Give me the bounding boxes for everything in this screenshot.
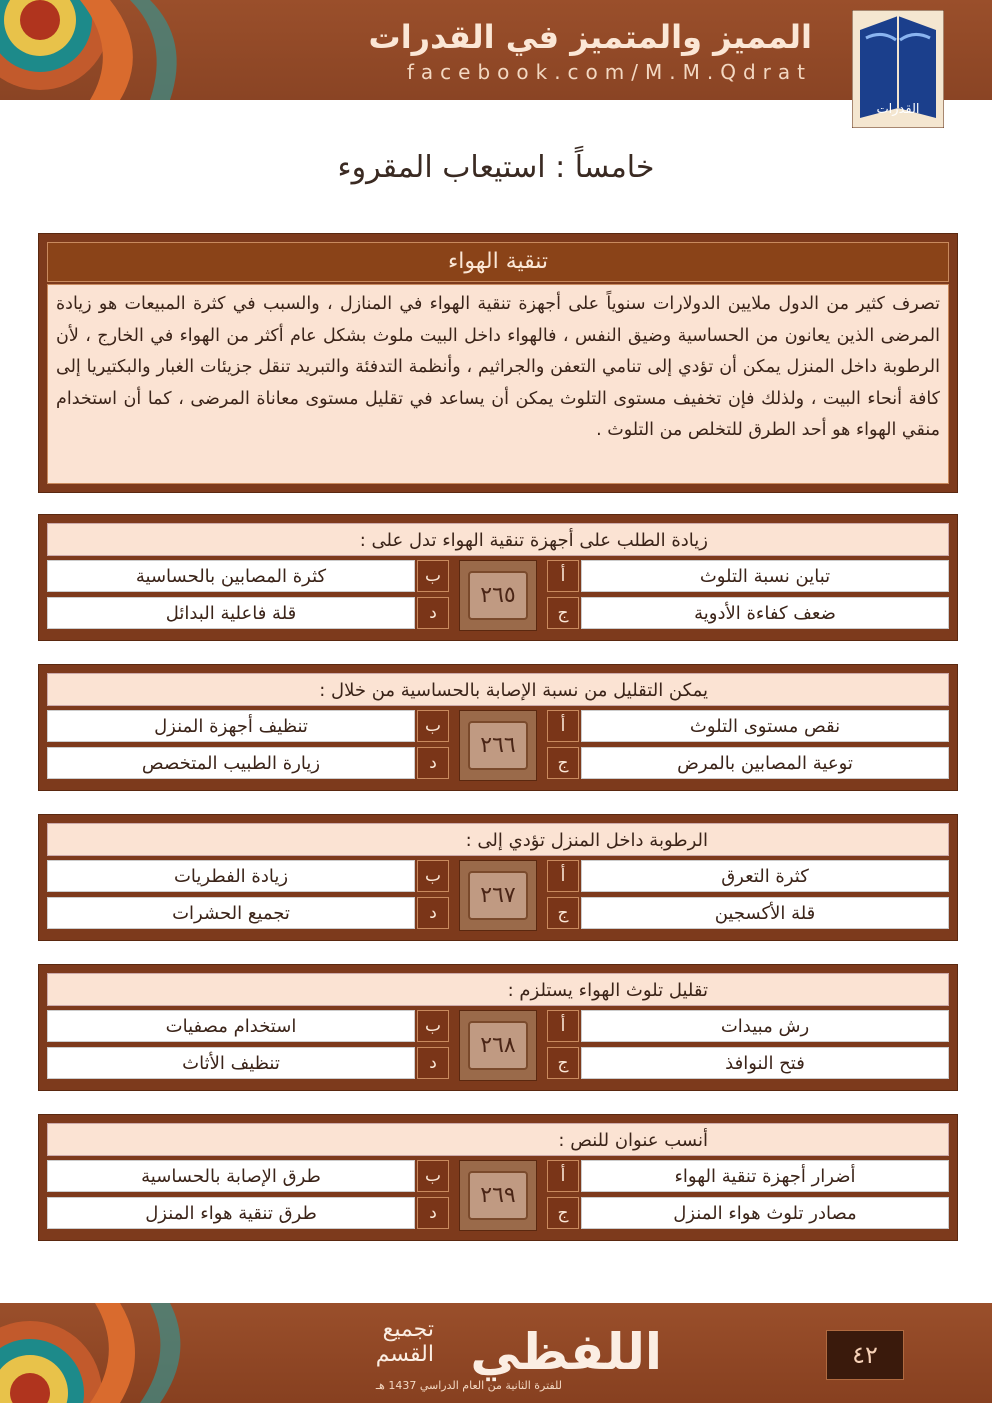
option-b[interactable]: زيادة الفطريات <box>47 860 415 892</box>
page-number: ٤٢ <box>826 1330 904 1380</box>
question-box <box>38 814 958 941</box>
option-a[interactable]: أضرار أجهزة تنقية الهواء <box>581 1160 949 1192</box>
option-letter-c: ج <box>547 897 579 929</box>
header-url: facebook.com/M.M.Qdrat <box>406 60 812 84</box>
option-letter-a: أ <box>547 560 579 592</box>
option-c[interactable]: قلة الأكسجين <box>581 897 949 929</box>
passage-title: تنقية الهواء <box>47 242 949 282</box>
question-stem: يمكن التقليل من نسبة الإصابة بالحساسية من خلال : <box>47 673 949 706</box>
option-letter-c: ج <box>547 597 579 629</box>
option-a[interactable]: كثرة التعرق <box>581 860 949 892</box>
option-b[interactable]: طرق الإصابة بالحساسية <box>47 1160 415 1192</box>
question-number: ٢٦٥ <box>468 571 528 620</box>
question-box <box>38 1114 958 1241</box>
option-letter-b: ب <box>417 560 449 592</box>
option-d[interactable]: زيارة الطبيب المتخصص <box>47 747 415 779</box>
question-number-badge <box>459 710 537 781</box>
passage-text: تصرف كثير من الدول ملايين الدولارات سنوياً على أجهزة تنقية الهواء في المنازل ، والسبب في كثرة المبيعات هو زيادة المرضى الذين يعانون من الحساسية وضيق النفس ، فالهواء داخل البيت ملوث بشكل عام أكثر من الهواء في الخارج ، لأن الرطوبة داخل المنزل يمكن أن تؤدي إلى تنامي التعفن والجراثيم ، وأنظمة التدفئة والتبريد تنقل جزيئات الغبار والبكتيريا إلى كافة أنحاء البيت ، ولذلك فإن تخفيف مستوى التلوث يمكن أن يساعد في تقليل مستوى معاناة المرضى ، كما أن استخدام منقي الهواء هو أحد الطرق للتخلص من التلوث . <box>47 284 949 484</box>
option-letter-a: أ <box>547 710 579 742</box>
option-letter-c: ج <box>547 1197 579 1229</box>
option-b[interactable]: استخدام مصفيات <box>47 1010 415 1042</box>
option-letter-b: ب <box>417 1010 449 1042</box>
option-b[interactable]: كثرة المصابين بالحساسية <box>47 560 415 592</box>
question-number: ٢٦٧ <box>468 871 528 920</box>
option-a[interactable]: رش مبيدات <box>581 1010 949 1042</box>
option-letter-d: د <box>417 1197 449 1229</box>
question-number: ٢٦٩ <box>468 1171 528 1220</box>
option-d[interactable]: تنظيف الأثاث <box>47 1047 415 1079</box>
question-box <box>38 514 958 641</box>
option-d[interactable]: قلة فاعلية البدائل <box>47 597 415 629</box>
option-letter-a: أ <box>547 1160 579 1192</box>
question-stem: أنسب عنوان للنص : <box>47 1123 949 1156</box>
option-letter-d: د <box>417 747 449 779</box>
option-b[interactable]: تنظيف أجهزة المنزل <box>47 710 415 742</box>
logo <box>852 10 944 128</box>
option-letter-d: د <box>417 597 449 629</box>
question-number: ٢٦٨ <box>468 1021 528 1070</box>
option-c[interactable]: مصادر تلوث هواء المنزل <box>581 1197 949 1229</box>
option-letter-a: أ <box>547 1010 579 1042</box>
question-number: ٢٦٦ <box>468 721 528 770</box>
question-number-badge <box>459 860 537 931</box>
footer-side-text <box>376 1317 434 1367</box>
option-letter-b: ب <box>417 710 449 742</box>
option-a[interactable]: تباين نسبة التلوث <box>581 560 949 592</box>
passage-box <box>38 233 958 493</box>
ornament-decoration <box>0 0 260 100</box>
option-c[interactable]: توعية المصابين بالمرض <box>581 747 949 779</box>
footer-side-line1: تجميع <box>382 1317 434 1342</box>
question-box <box>38 964 958 1091</box>
question-number-badge <box>459 1010 537 1081</box>
option-letter-a: أ <box>547 860 579 892</box>
question-stem: تقليل تلوث الهواء يستلزم : <box>47 973 949 1006</box>
section-title: خامساً : استيعاب المقروء <box>337 150 655 185</box>
question-stem: زيادة الطلب على أجهزة تنقية الهواء تدل على : <box>47 523 949 556</box>
option-letter-b: ب <box>417 1160 449 1192</box>
question-box <box>38 664 958 791</box>
option-c[interactable]: ضعف كفاءة الأدوية <box>581 597 949 629</box>
ornament-decoration <box>0 1303 260 1403</box>
option-letter-d: د <box>417 897 449 929</box>
option-letter-d: د <box>417 1047 449 1079</box>
question-number-badge <box>459 1160 537 1231</box>
option-c[interactable]: فتح النوافذ <box>581 1047 949 1079</box>
option-letter-c: ج <box>547 747 579 779</box>
footer-brand: اللفظي <box>470 1323 662 1381</box>
header-title: المميز والمتميز في القدرات <box>368 18 812 56</box>
option-d[interactable]: طرق تنقية هواء المنزل <box>47 1197 415 1229</box>
footer-side-line2: القسم <box>375 1342 434 1367</box>
option-letter-c: ج <box>547 1047 579 1079</box>
option-a[interactable]: نقص مستوى التلوث <box>581 710 949 742</box>
logo-text: القدرات <box>876 102 920 117</box>
question-number-badge <box>459 560 537 631</box>
page-header <box>0 0 992 117</box>
option-d[interactable]: تجميع الحشرات <box>47 897 415 929</box>
question-stem: الرطوبة داخل المنزل تؤدي إلى : <box>47 823 949 856</box>
footer-small-text: للفترة الثانية من العام الدراسي 1437 هـ <box>375 1379 562 1392</box>
option-letter-b: ب <box>417 860 449 892</box>
